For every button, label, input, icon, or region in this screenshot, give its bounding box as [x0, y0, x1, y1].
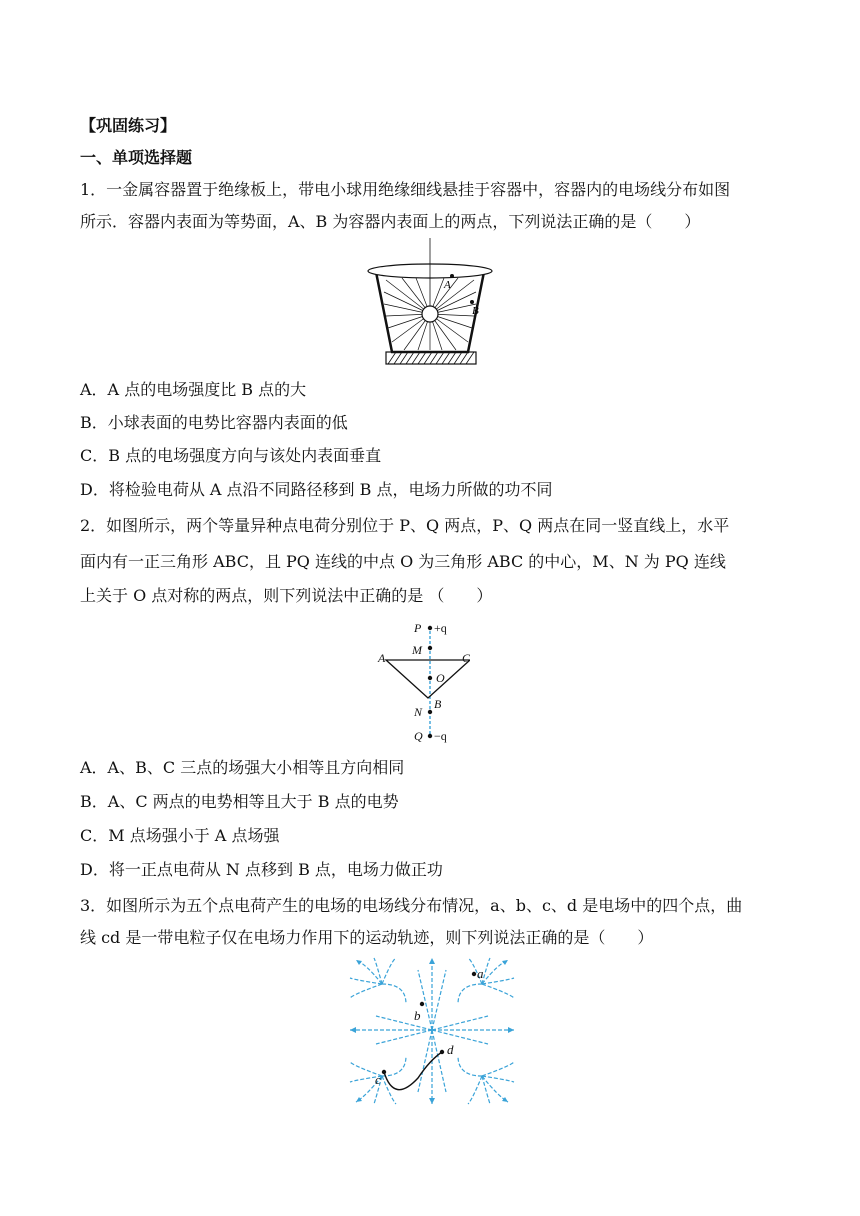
q2-label-n: N — [414, 705, 423, 719]
q1-label-b: B — [472, 305, 479, 317]
q2-label-m: M — [412, 643, 422, 657]
q2-label-o: O — [436, 671, 445, 685]
q2-stem-line3: 上关于 O 点对称的两点，则下列说法中正确的是 （ ） — [80, 586, 493, 605]
q1-figure-container-diagram — [362, 238, 498, 368]
q2-option-b: B．A、C 两点的电势相等且大于 B 点的电势 — [80, 792, 399, 811]
q2-label-p: P — [414, 621, 422, 635]
section-title: 一、单项选择题 — [80, 148, 193, 167]
q2-label-b: B — [434, 697, 442, 711]
q2-option-d: D．将一正点电荷从 N 点移到 B 点，电场力做正功 — [80, 860, 443, 879]
q2-option-a: A．A、B、C 三点的场强大小相等且方向相同 — [80, 758, 405, 777]
q2-label-c: C — [461, 651, 470, 665]
q1-label-a: A — [444, 279, 451, 291]
q2-stem-line1: 2．如图所示，两个等量异种点电荷分别位于 P、Q 两点，P、Q 两点在同一竖直线上，水平 — [80, 516, 730, 535]
q3-label-c: c — [375, 1072, 381, 1087]
q1-option-d: D．将检验电荷从 A 点沿不同路径移到 B 点，电场力所做的功不同 — [80, 480, 553, 499]
q2-option-c: C．M 点场强小于 A 点场强 — [80, 826, 280, 845]
q2-label-q: Q — [414, 729, 423, 743]
q3-label-b: b — [414, 1008, 421, 1023]
practice-heading: 【巩固练习】 — [80, 116, 177, 135]
q2-label-a: A — [378, 651, 386, 665]
q2-figure-triangle-diagram — [370, 616, 470, 744]
q2-label-plus-q: +q — [434, 621, 447, 635]
q1-option-a: A．A 点的电场强度比 B 点的大 — [80, 380, 307, 399]
q1-option-c: C．B 点的电场强度方向与该处内表面垂直 — [80, 446, 382, 465]
q1-option-b: B．小球表面的电势比容器内表面的低 — [80, 413, 348, 432]
q1-stem-line2: 所示．容器内表面为等势面，A、B 为容器内表面上的两点，下列说法正确的是（ ） — [80, 212, 701, 231]
q2-stem-line2: 面内有一正三角形 ABC，且 PQ 连线的中点 O 为三角形 ABC 的中心，M、N 为 PQ 连线 — [80, 552, 726, 571]
q2-label-minus-q: −q — [434, 729, 447, 743]
q3-stem-line1: 3．如图所示为五个点电荷产生的电场的电场线分布情况，a、b、c、d 是电场中的四个点，曲 — [80, 896, 743, 915]
q1-stem-line1: 1．一金属容器置于绝缘板上，带电小球用绝缘细线悬挂于容器中，容器内的电场线分布如图 — [80, 180, 731, 199]
q3-figure-field-lines — [346, 954, 518, 1108]
q3-label-d: d — [447, 1042, 454, 1057]
q3-label-a: a — [477, 966, 484, 981]
q3-stem-line2: 线 cd 是一带电粒子仅在电场力作用下的运动轨迹，则下列说法正确的是（ ） — [80, 928, 654, 947]
